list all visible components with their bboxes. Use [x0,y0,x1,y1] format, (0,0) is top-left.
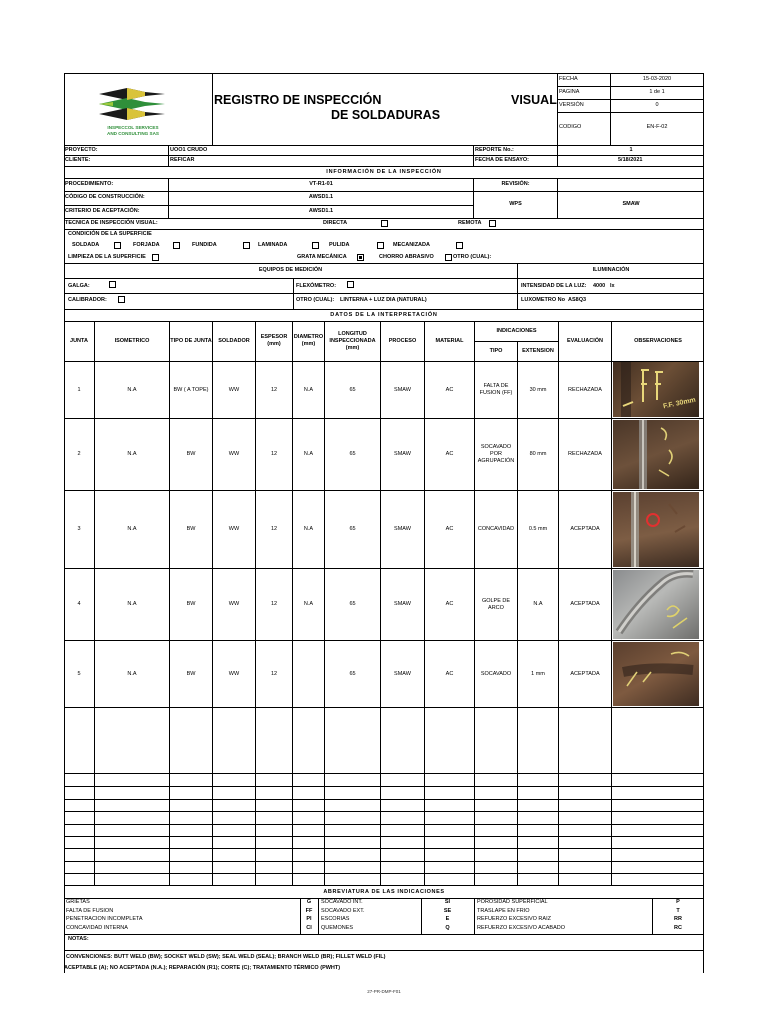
wps-label: WPS [509,201,522,207]
meta-version-label: VERSIÓN [559,102,584,108]
wps-value[interactable]: SMAW [622,201,640,207]
abbreviation-term: CONCAVIDAD INTERNA [66,924,128,931]
col-indicaciones: INDICACIONES [496,328,537,334]
proyecto-value[interactable]: UOO1 CRUDO [170,147,208,153]
cell-material: AC [445,526,454,532]
cell-proceso: SMAW [394,601,411,607]
reporte-value[interactable]: 1 [629,147,633,153]
col-proceso: PROCESO [388,337,417,344]
form-code: 27-PR-DMP-F01 [367,989,401,994]
cell-evaluacion: RECHAZADA [568,451,602,457]
abbreviation-code: PI [306,916,312,922]
abbreviation-term: ESCORIAS [321,916,350,922]
cell-isometrico: N.A [127,451,137,457]
cliente-label: CLIENTE: [65,157,91,163]
abbreviation-term: POROSIDAD SUPERFICIAL [477,899,548,905]
cell-diametro [293,641,324,707]
meta-fecha-value: 15-03-2020 [642,76,672,82]
cell-material: AC [445,386,454,393]
otro-superficie-label: OTRO (CUAL): [453,254,492,260]
col-soldador: SOLDADOR [218,337,250,344]
abbreviation-term: PENETRACION INCOMPLETA [66,916,143,922]
meta-pagina-label: PAGINA [559,89,580,95]
otro-equipo-value[interactable]: LINTERNA + LUZ DIA (NATURAL) [340,297,427,303]
intensidad-label: INTENSIDAD DE LA LUZ: [521,283,587,289]
cell-evaluacion: RECHAZADA [568,386,602,393]
intensidad-value[interactable]: 4000 [593,283,606,289]
chorro-checkbox[interactable] [445,254,452,261]
codigo-construccion-label: CÓDIGO DE CONSTRUCCIÓN: [65,194,145,200]
abbreviation-code: T [676,907,680,914]
tecnica-label: TECNICA DE INSPECCIÓN VISUAL: [65,220,158,226]
photo-annotation: F.F. 30mm [662,396,697,411]
flexometro-checkbox[interactable] [347,281,354,288]
meta-codigo-value: EN-F-02 [646,124,668,130]
cell-junta: 3 [77,526,81,532]
galga-label: GALGA: [68,283,90,289]
form-title-line1: REGISTRO DE INSPECCIÓN [214,93,382,107]
convenciones-text: CONVENCIONES: BUTT WELD (BW); SOCKET WELD (SW); SEAL WELD (SEAL); BRANCH WELD (BR); FILLET WELD (FIL) [66,954,386,960]
cell-espesor: 12 [270,670,278,677]
cell-tipo-junta: BW [186,451,196,457]
results-section-title: DATOS DE LA INTERPRETACIÓN [330,312,438,318]
col-tipo-junta: TIPO DE JUNTA [170,337,212,344]
col-junta: JUNTA [70,337,88,344]
cell-tipo: GOLPE DE ARCO [481,597,511,611]
cell-diametro: N.A [303,526,314,532]
meta-codigo-label: CODIGO [559,124,582,130]
cell-tipo: SOCAVADO [480,670,512,677]
cell-longitud: 65 [349,526,356,532]
form-title-visual: VISUAL [511,93,557,107]
procedimiento-value[interactable]: VT-R1-01 [309,181,333,187]
abbreviation-code: Q [445,924,450,931]
cell-diametro: N.A [303,451,314,457]
fecha-ensayo-value[interactable]: 5/18/2021 [618,157,643,163]
iluminacion-title: ILUMINACIÓN [592,267,630,273]
cell-soldador: WW [228,601,240,607]
abbreviation-term: SOCAVADO INT. [321,899,363,905]
grata-checkbox[interactable] [357,254,364,261]
soldada-checkbox[interactable] [114,242,121,249]
cell-espesor: 12 [270,601,278,607]
cell-tipo-junta: BW [186,601,196,607]
col-observaciones: OBSERVACIONES [634,337,682,344]
col-isometrico: ISOMETRICO [114,337,150,344]
abbreviation-term: FALTA DE FUSION [66,907,114,914]
cell-soldador: WW [228,451,240,457]
cell-tipo-junta: BW ( A TOPE) [173,386,209,393]
cell-junta: 2 [77,451,81,457]
cell-soldador: WW [228,386,240,393]
remota-checkbox[interactable] [489,220,496,227]
surface-laminada-label: LAMINADA [258,242,288,248]
abbreviation-code: FF [305,907,313,914]
cell-espesor: 12 [270,386,278,393]
weld-photo-2 [613,420,699,489]
meta-pagina-value: 1 de 1 [649,89,665,95]
cell-junta: 5 [77,670,81,677]
flexometro-label: FLEXÓMETRO: [296,283,337,289]
abbreviation-term: QUEMONES [321,924,354,931]
cell-longitud: 65 [349,670,356,677]
directa-checkbox[interactable] [381,220,388,227]
abbreviation-code: CI [306,924,312,931]
surface-pulida-label: PULIDA [329,242,350,248]
cell-extension: N.A [533,601,543,607]
cell-longitud: 65 [349,451,356,457]
remota-label: REMOTA [458,220,482,226]
leyenda-text: ACEPTABLE (A); NO ACEPTADA (N.A.); REPARACIÓN (R1); CORTE (C); TRATAMIENTO TÉRMICO (PWHT) [64,965,341,971]
forjada-checkbox[interactable] [173,242,180,249]
col-diametro: DIAMETRO (mm) [293,334,324,347]
cell-tipo-junta: BW [186,670,196,677]
cell-proceso: SMAW [394,386,411,393]
abbreviation-code: G [306,899,312,905]
equipos-title: EQUIPOS DE MEDICIÓN [258,267,323,273]
company-name-line1: INSPECCOL SERVICES [107,125,159,130]
cell-extension: 30 mm [529,386,547,393]
condicion-label: CONDICIÓN DE LA SUPERFICIE [68,231,152,237]
mecanizada-checkbox[interactable] [456,242,463,249]
cell-tipo: SOCAVADO POR AGRUPACIÓN [477,444,515,464]
directa-label: DIRECTA [323,220,348,226]
codigo-construccion-value[interactable]: AWSD1.1 [308,194,334,200]
cell-tipo: CONCAVIDAD [477,526,515,532]
cell-tipo: FALTA DE FUSION (FF) [479,383,513,396]
grata-label: GRATA MECÁNICA [297,254,347,260]
meta-fecha-label: FECHA [559,76,578,82]
cell-longitud: 65 [349,601,356,607]
abbreviation-term: GRIETAS [66,899,90,905]
weld-photo-1 [613,362,699,417]
criterio-label: CRITERIO DE ACEPTACIÓN: [65,208,140,214]
abbreviation-term: REFUERZO EXCESIVO RAIZ [477,916,551,922]
surface-mecanizada-label: MECANIZADA [393,242,430,248]
laminada-checkbox[interactable] [312,242,319,249]
notas-label: NOTAS: [68,936,89,942]
cliente-value[interactable]: REFICAR [170,157,195,163]
criterio-value[interactable]: AWSD1.1 [308,208,334,214]
proyecto-label: PROYECTO: [65,147,98,153]
cell-soldador: WW [228,670,240,677]
cell-evaluacion: ACEPTADA [570,670,600,677]
cell-junta: 1 [77,386,81,393]
limpieza-checkbox[interactable] [152,254,159,261]
company-logo [93,80,173,140]
abbreviation-code: E [445,916,450,922]
fecha-ensayo-label: FECHA DE ENSAYO: [475,157,529,163]
info-section-title: INFORMACIÓN DE LA INSPECCIÓN [326,169,442,175]
abbreviation-term: TRASLAPE EN FRIO [477,907,530,914]
galga-checkbox[interactable] [109,281,116,288]
chorro-label: CHORRO ABRASIVO [379,254,434,260]
cell-proceso: SMAW [394,526,411,532]
cell-isometrico: N.A [127,670,137,677]
revision-label: REVISIÓN: [501,181,530,187]
cell-junta: 4 [77,601,81,607]
abbreviations-title: ABREVIATURA DE LAS INDICACIONES [323,889,445,895]
cell-soldador: WW [228,526,240,532]
cell-isometrico: N.A [127,526,137,532]
cell-diametro: N.A [303,601,314,607]
luxometro-value[interactable]: AS8Q3 [568,297,587,303]
procedimiento-label: PROCEDIMIENTO: [65,181,114,187]
otro-equipo-label: OTRO (CUAL): [296,297,335,303]
abbreviation-code: RC [674,924,682,931]
abbreviation-code: RR [674,916,682,922]
limpieza-label: LIMPIEZA DE LA SUPERFICIE [68,254,146,260]
abbreviation-term: SOCAVADO EXT. [321,907,365,914]
pulida-checkbox[interactable] [377,242,384,249]
surface-forjada-label: FORJADA [133,242,160,248]
form-title-line2: DE SOLDADURAS [331,108,441,122]
fundida-checkbox[interactable] [243,242,250,249]
calibrador-checkbox[interactable] [118,296,125,303]
cell-longitud: 65 [349,386,356,393]
cell-extension: 0.5 mm [528,526,548,532]
col-evaluacion: EVALUACIÓN [567,337,603,344]
col-material: MATERIAL [435,337,464,344]
weld-photo-3 [613,492,699,567]
surface-soldada-label: SOLDADA [72,242,100,248]
calibrador-label: CALIBRADOR: [68,297,107,303]
intensidad-unit: lx [610,283,615,289]
cell-proceso: SMAW [394,451,411,457]
abbreviation-code: SI [444,899,451,905]
cell-proceso: SMAW [394,670,411,677]
weld-photo-5 [613,642,699,706]
meta-version-value: 0 [655,102,659,108]
cell-tipo-junta: BW [186,526,196,532]
col-tipo: TIPO [489,348,503,354]
cell-isometrico: N.A [127,386,137,393]
surface-fundida-label: FUNDIDA [192,242,217,248]
col-extension: EXTENSION [522,348,554,354]
cell-extension: 1 mm [531,670,545,677]
cell-material: AC [445,601,454,607]
col-espesor: ESPESOR (mm) [260,334,288,347]
cell-espesor: 12 [270,451,278,457]
cell-material: AC [445,451,454,457]
reporte-label: REPORTE No.: [475,147,514,153]
cell-evaluacion: ACEPTADA [570,601,600,607]
cell-diametro: N.A [303,386,314,393]
abbreviation-term: REFUERZO EXCESIVO ACABADO [477,924,566,931]
abbreviation-code: P [676,899,680,905]
col-longitud: LONGITUD INSPECCIONADA (mm) [329,330,376,351]
luxometro-label: LUXOMETRO No [521,297,565,303]
cell-material: AC [445,670,454,677]
cell-extension: 80 mm [529,451,547,457]
weld-photo-4 [613,570,699,639]
abbreviation-code: SE [443,907,452,914]
cell-espesor: 12 [270,526,278,532]
cell-isometrico: N.A [127,601,137,607]
company-name-line2: AND CONSULTING SAS [107,131,159,136]
cell-evaluacion: ACEPTADA [570,526,600,532]
